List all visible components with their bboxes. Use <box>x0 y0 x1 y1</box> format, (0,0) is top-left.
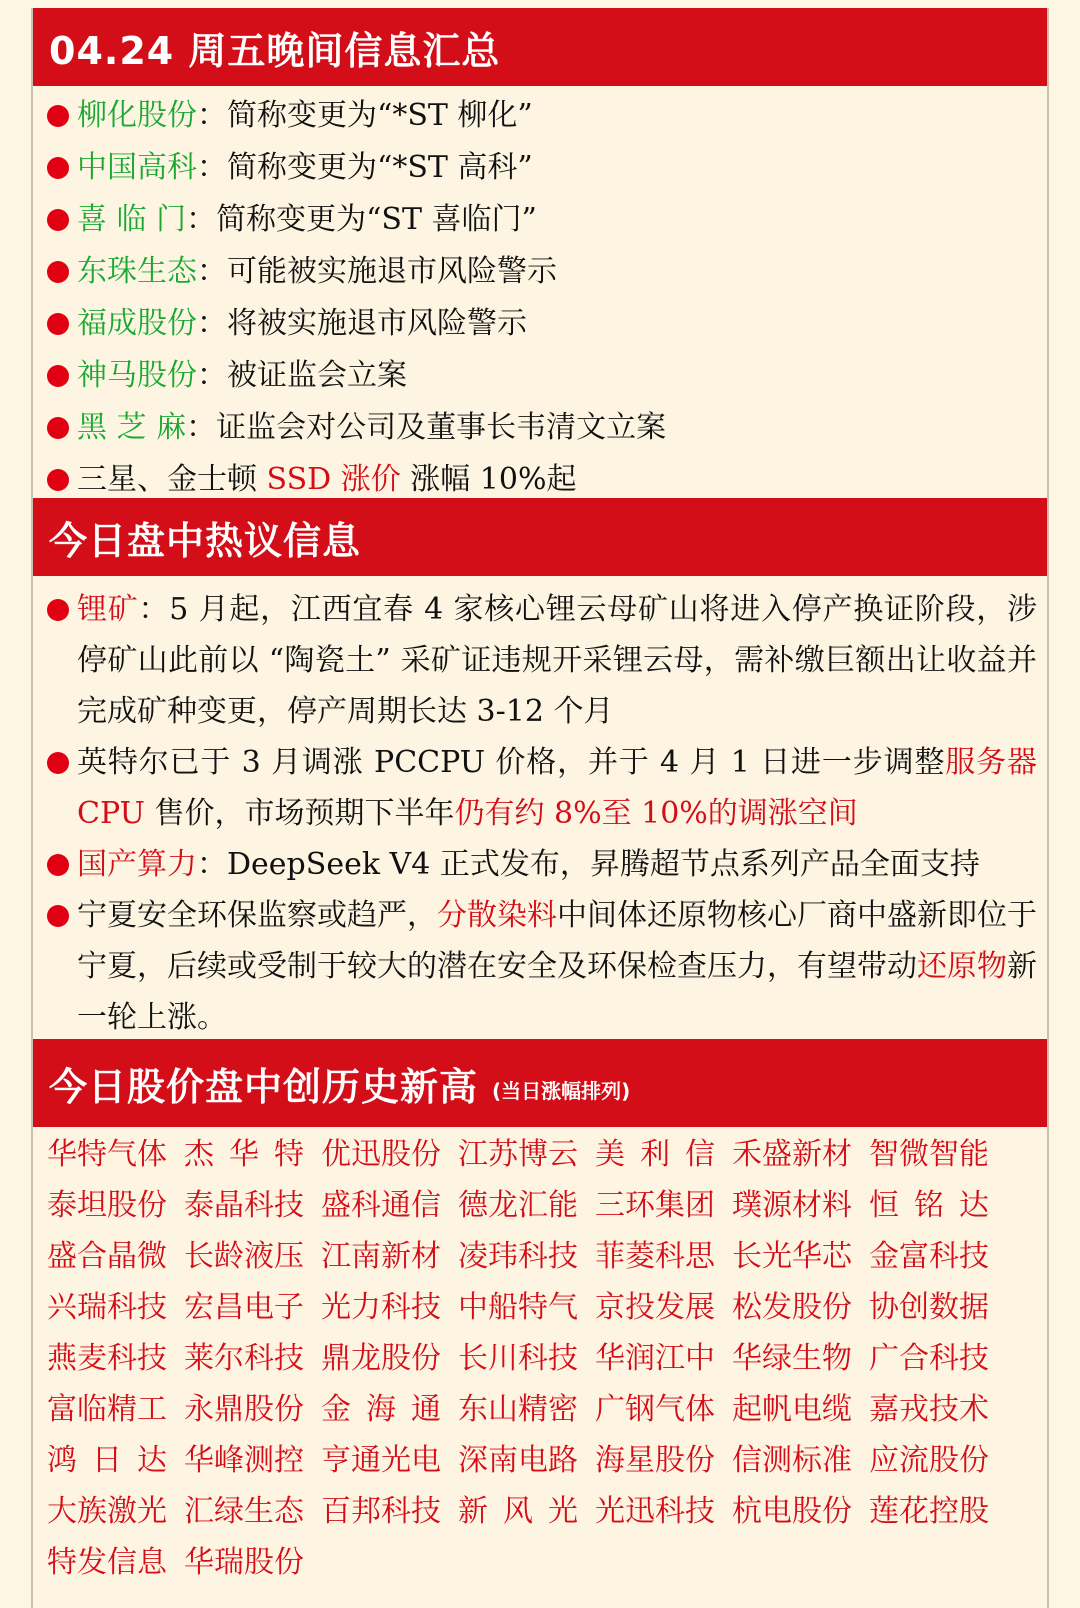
item-text: 可能被实施退市风险警示 <box>227 254 557 289</box>
stock-name: 兴瑞科技 <box>47 1290 167 1325</box>
stock-name: 鸿 日 达 <box>47 1443 167 1478</box>
stock-name: 杭电股份 <box>732 1494 852 1529</box>
stock-name: 新 风 光 <box>458 1494 578 1529</box>
list-item <box>47 402 1047 454</box>
separator: ： <box>197 358 227 393</box>
stock-name: 长光华芯 <box>732 1239 852 1274</box>
stock-name: 华特气体 <box>47 1137 167 1172</box>
bullet-icon <box>47 261 69 283</box>
item-text <box>77 584 1037 737</box>
stock-name: 江南新材 <box>321 1239 441 1274</box>
bullet-icon <box>47 854 69 876</box>
list-item <box>47 246 1047 298</box>
stock-name: 海星股份 <box>595 1443 715 1478</box>
stock-name: 泰晶科技 <box>184 1188 304 1223</box>
stock-name: 嘉戎技术 <box>869 1392 989 1427</box>
stock-name: 华绿生物 <box>732 1341 852 1376</box>
list-item <box>47 839 1047 890</box>
item-text <box>77 737 1037 839</box>
new-high-stocks-grid <box>33 1127 1047 1588</box>
separator: ： <box>186 202 217 237</box>
stock-name: 江苏博云 <box>458 1137 578 1172</box>
item-text: 被证监会立案 <box>227 358 407 393</box>
stock-name: 华润江中 <box>595 1341 715 1376</box>
stock-name: 起帆电缆 <box>732 1392 852 1427</box>
stock-name: 凌玮科技 <box>458 1239 578 1274</box>
stock-name: 特发信息 <box>47 1545 167 1580</box>
summary-card <box>31 8 1049 1608</box>
topic-highlight: 仍有约 8%至 10%的调涨空间 <box>454 796 858 831</box>
stock-name: 宏昌电子 <box>184 1290 304 1325</box>
bullet-icon <box>47 469 69 491</box>
stock-name: 广钢气体 <box>595 1392 715 1427</box>
stock-name: 深南电路 <box>458 1443 578 1478</box>
separator: ： <box>197 150 227 185</box>
company-name: 喜 临 门 <box>77 202 187 237</box>
stock-name: 协创数据 <box>869 1290 989 1325</box>
company-name: 柳化股份 <box>77 98 197 133</box>
bullet-icon <box>47 417 69 439</box>
stock-name: 广合科技 <box>869 1341 989 1376</box>
stock-name: 大族激光 <box>47 1494 167 1529</box>
item-text: 简称变更为“*ST 高科” <box>227 150 533 185</box>
stock-name: 东山精密 <box>458 1392 578 1427</box>
separator: ： <box>197 254 227 289</box>
topic-highlight: 锂矿 <box>77 592 139 627</box>
company-name: 东珠生态 <box>77 254 197 289</box>
stock-name: 松发股份 <box>732 1290 852 1325</box>
stock-name: 恒 铭 达 <box>869 1188 989 1223</box>
company-name: 中国高科 <box>77 150 197 185</box>
list-item <box>47 350 1047 402</box>
stock-name: 光力科技 <box>321 1290 441 1325</box>
stock-name: 德龙汇能 <box>458 1188 578 1223</box>
stock-name: 华峰测控 <box>184 1443 304 1478</box>
item-text: 三星、金士顿 <box>77 462 267 497</box>
section-title: 今日股价盘中创历史新高 <box>49 1064 479 1109</box>
company-name: 福成股份 <box>77 306 197 341</box>
section-header-evening <box>33 8 1047 86</box>
bullet-icon <box>47 209 69 231</box>
stock-name: 汇绿生态 <box>184 1494 304 1529</box>
stock-name: 富临精工 <box>47 1392 167 1427</box>
stock-name: 长龄液压 <box>184 1239 304 1274</box>
list-item <box>47 890 1047 1043</box>
list-item <box>47 142 1047 194</box>
stock-name: 金富科技 <box>869 1239 989 1274</box>
stock-name: 智微智能 <box>869 1137 989 1172</box>
item-text: 简称变更为“ST 喜临门” <box>216 202 537 237</box>
section-header-hot-topics <box>33 498 1047 576</box>
stock-name: 禾盛新材 <box>732 1137 852 1172</box>
stock-name: 璞源材料 <box>732 1188 852 1223</box>
topic-text: 售价，市场预期下半年 <box>144 796 455 831</box>
hot-topics-list <box>33 576 1047 1039</box>
stock-name: 盛科通信 <box>321 1188 441 1223</box>
bullet-icon <box>47 905 69 927</box>
stock-name: 菲菱科思 <box>595 1239 715 1274</box>
stock-name: 优迅股份 <box>321 1137 441 1172</box>
item-highlight: SSD 涨价 <box>266 462 401 497</box>
stock-name: 泰坦股份 <box>47 1188 167 1223</box>
item-text: 涨幅 10%起 <box>400 462 577 497</box>
stock-name: 应流股份 <box>869 1443 989 1478</box>
stock-name: 亨通光电 <box>321 1443 441 1478</box>
stock-name: 华瑞股份 <box>184 1545 304 1580</box>
topic-text: 新一轮上涨。 <box>77 949 1037 1035</box>
stock-name: 光迅科技 <box>595 1494 715 1529</box>
separator: ： <box>197 98 227 133</box>
stock-name: 莱尔科技 <box>184 1341 304 1376</box>
section-title: 今日盘中热议信息 <box>49 518 362 563</box>
topic-highlight: 还原物 <box>917 949 1007 984</box>
bullet-icon <box>47 313 69 335</box>
company-name: 神马股份 <box>77 358 197 393</box>
item-text <box>77 839 1037 890</box>
section-title: 04.24 周五晚间信息汇总 <box>49 28 501 73</box>
stock-name: 信测标准 <box>732 1443 852 1478</box>
stock-name: 莲花控股 <box>869 1494 989 1529</box>
stock-name: 鼎龙股份 <box>321 1341 441 1376</box>
bullet-icon <box>47 599 69 621</box>
separator: ： <box>186 410 217 445</box>
bullet-icon <box>47 105 69 127</box>
section-subtitle: (当日涨幅排列) <box>492 1078 631 1103</box>
stock-name: 杰 华 特 <box>184 1137 304 1172</box>
evening-news-list <box>33 86 1047 498</box>
separator: ： <box>197 306 227 341</box>
topic-text: 英特尔已于 3 月调涨 PCCPU 价格，并于 4 月 1 日进一步调整 <box>77 745 946 780</box>
item-text: 证监会对公司及董事长韦清文立案 <box>216 410 667 445</box>
topic-text: ：5 月起，江西宜春 4 家核心锂云母矿山将进入停产换证阶段，涉停矿山此前以 “陶瓷土” 采矿证违规开采锂云母，需补缴巨额出让收益并完成矿种变更，停产周期长达 3-12 个月 <box>77 592 1037 729</box>
list-item <box>47 737 1047 839</box>
topic-highlight: 服务器 CPU <box>77 745 1037 831</box>
stock-name: 京投发展 <box>595 1290 715 1325</box>
stock-name: 永鼎股份 <box>184 1392 304 1427</box>
company-name: 黑 芝 麻 <box>77 410 187 445</box>
item-text: 将被实施退市风险警示 <box>227 306 527 341</box>
item-text <box>77 890 1037 1043</box>
list-item <box>47 194 1047 246</box>
section-header-new-highs <box>33 1039 1047 1127</box>
stock-name: 百邦科技 <box>321 1494 441 1529</box>
stock-name: 金 海 通 <box>321 1392 441 1427</box>
list-item <box>47 90 1047 142</box>
item-text: 简称变更为“*ST 柳化” <box>227 98 533 133</box>
stock-name: 三环集团 <box>595 1188 715 1223</box>
bullet-icon <box>47 752 69 774</box>
stock-name: 盛合晶微 <box>47 1239 167 1274</box>
stock-name: 长川科技 <box>458 1341 578 1376</box>
list-item <box>47 298 1047 350</box>
stock-name: 美 利 信 <box>595 1137 715 1172</box>
list-item <box>47 584 1047 737</box>
bullet-icon <box>47 157 69 179</box>
topic-text: ：DeepSeek V4 正式发布，昇腾超节点系列产品全面支持 <box>197 847 980 882</box>
stock-name: 燕麦科技 <box>47 1341 167 1376</box>
topic-text: 宁夏安全环保监察或趋严， <box>77 898 437 933</box>
stock-name: 中船特气 <box>458 1290 578 1325</box>
bullet-icon <box>47 365 69 387</box>
topic-text: 中间体还原物核心厂商中盛新即位于宁夏，后续或受制于较大的潜在安全及环保检查压力，有望带动 <box>77 898 1037 984</box>
topic-highlight: 分散染料 <box>437 898 557 933</box>
topic-highlight: 国产算力 <box>77 847 197 882</box>
